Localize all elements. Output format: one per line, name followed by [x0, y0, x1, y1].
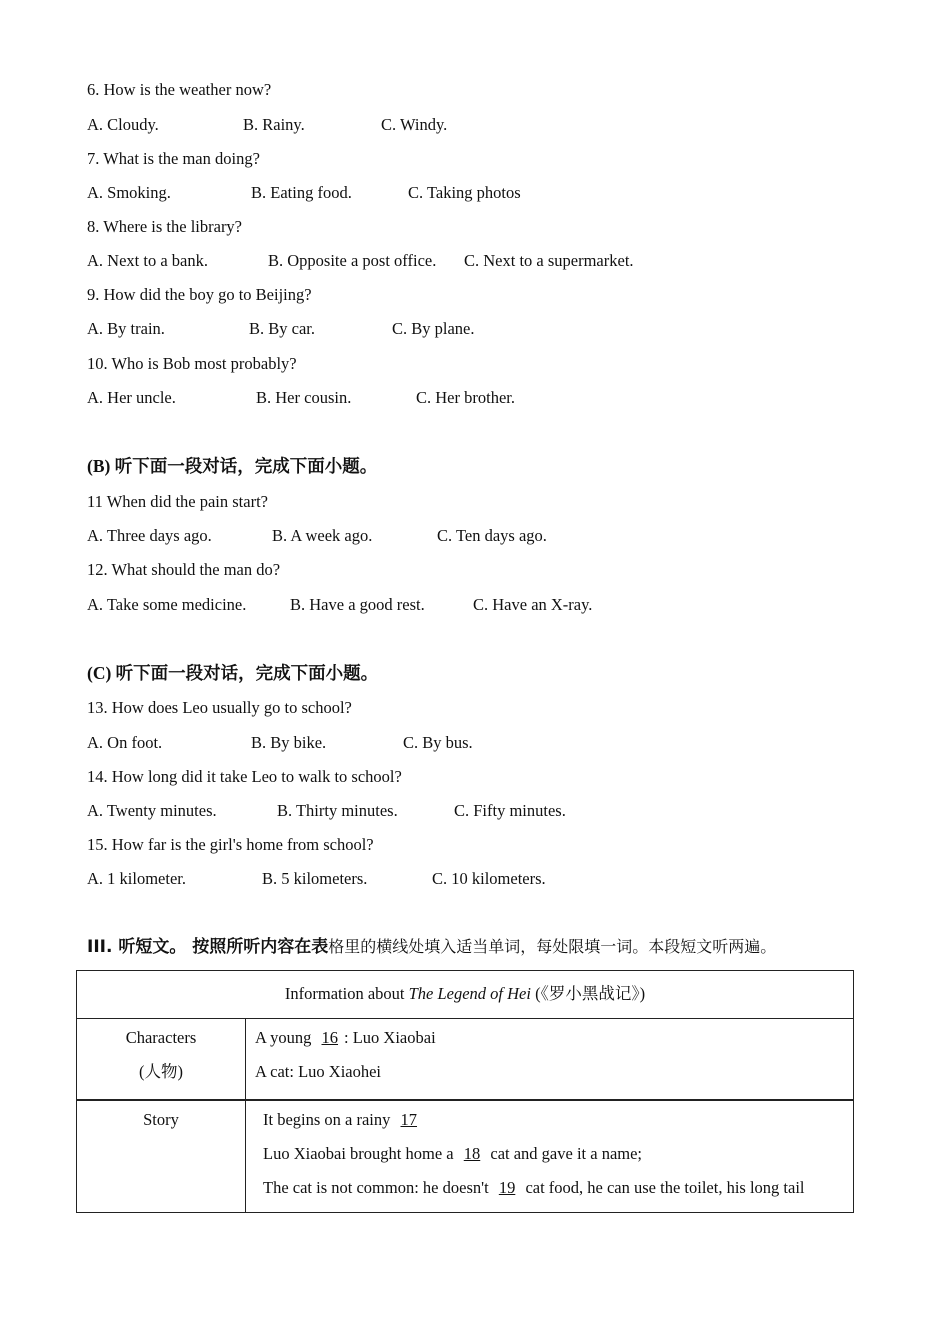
blank-17[interactable]: 17 — [400, 1109, 418, 1129]
question-9: 9. How did the boy go to Beijing? — [87, 285, 312, 304]
section-c-heading: (C) 听下面一段对话，完成下面小题。 — [87, 663, 379, 683]
story-line-3 — [263, 1178, 853, 1212]
question-12: 12. What should the man do? — [87, 560, 281, 579]
story-line-1 — [263, 1110, 853, 1144]
question-8: 8. Where is the library? — [87, 217, 243, 236]
table-title-italic: The Legend of Hei — [408, 984, 531, 1003]
story-label: Story — [143, 1109, 179, 1129]
question-14: 14. How long did it take Leo to walk to school? — [87, 767, 402, 786]
section-3-heading-rest: 格里的横线处填入适当单词，每处限填一词。本段短文听两遍。 — [328, 937, 777, 956]
char-line1-post: : Luo Xiaobai — [344, 1028, 436, 1047]
q10-option-c: C. Her brother. — [416, 388, 515, 407]
q13-option-c: C. By bus. — [403, 733, 473, 752]
q15-option-b: B. 5 kilometers. — [262, 869, 368, 888]
q15-option-a: A. 1 kilometer. — [87, 869, 186, 888]
q6-option-a: A. Cloudy. — [87, 115, 159, 134]
q11-option-c: C. Ten days ago. — [437, 526, 547, 545]
section-b-heading: (B) 听下面一段对话，完成下面小题。 — [87, 456, 378, 476]
q9-option-c: C. By plane. — [392, 319, 475, 338]
q13-option-b: B. By bike. — [251, 733, 327, 752]
story-line1-pre: It begins on a rainy — [263, 1109, 395, 1129]
q7-option-c: C. Taking photos — [408, 183, 521, 202]
story-line-2 — [263, 1144, 853, 1178]
question-7: 7. What is the man doing? — [87, 149, 260, 168]
table-title — [77, 971, 853, 1004]
q12-option-a: A. Take some medicine. — [87, 595, 247, 614]
q6-option-b: B. Rainy. — [243, 115, 305, 134]
q8-option-a: A. Next to a bank. — [87, 251, 208, 270]
story-content-cell — [246, 1100, 854, 1213]
q15-option-c: C. 10 kilometers. — [432, 869, 546, 888]
character-line-1 — [255, 1028, 853, 1062]
characters-label: Characters — [125, 1028, 197, 1047]
char-line1-pre: A young — [255, 1028, 316, 1047]
q8-option-c: C. Next to a supermarket. — [464, 251, 634, 270]
q11-option-a: A. Three days ago. — [87, 526, 212, 545]
story-line2-post: cat and gave it a name; — [486, 1143, 643, 1163]
story-label-cell — [77, 1100, 246, 1213]
blank-16[interactable]: 16 — [321, 1028, 339, 1047]
story-line3-pre: The cat is not common: he doesn't — [263, 1177, 493, 1197]
characters-label-cell — [77, 1019, 246, 1100]
q10-option-a: A. Her uncle. — [87, 388, 176, 407]
question-6: 6. How is the weather now? — [87, 80, 272, 99]
characters-label-cn: (人物) — [139, 1062, 183, 1081]
q14-option-b: B. Thirty minutes. — [277, 801, 398, 820]
q9-option-a: A. By train. — [87, 319, 165, 338]
story-line3-post: cat food, he can use the toilet, his long tail — [521, 1177, 805, 1197]
characters-content-cell — [246, 1019, 854, 1100]
q8-option-b: B. Opposite a post office. — [268, 251, 437, 270]
q7-option-b: B. Eating food. — [251, 183, 352, 202]
question-15: 15. How far is the girl's home from school? — [87, 835, 374, 854]
question-11: 11 When did the pain start? — [87, 492, 268, 511]
character-line-2: A cat: Luo Xiaohei — [255, 1062, 382, 1081]
q12-option-c: C. Have an X-ray. — [473, 595, 593, 614]
q12-option-b: B. Have a good rest. — [290, 595, 425, 614]
q6-option-c: C. Windy. — [381, 115, 448, 134]
table-title-prefix: Information about — [284, 984, 409, 1003]
section-3-heading-bold: III. 听短文。 按照所听内容在表 — [87, 937, 329, 957]
q14-option-c: C. Fifty minutes. — [454, 801, 566, 820]
q11-option-b: B. A week ago. — [272, 526, 373, 545]
table-title-cell — [77, 971, 854, 1019]
q14-option-a: A. Twenty minutes. — [87, 801, 217, 820]
q9-option-b: B. By car. — [249, 319, 315, 338]
question-10: 10. Who is Bob most probably? — [87, 354, 297, 373]
q10-option-b: B. Her cousin. — [256, 388, 352, 407]
blank-19[interactable]: 19 — [498, 1177, 516, 1197]
section-3-heading — [87, 935, 776, 959]
q7-option-a: A. Smoking. — [87, 183, 171, 202]
story-line2-pre: Luo Xiaobai brought home a — [263, 1143, 458, 1163]
question-13: 13. How does Leo usually go to school? — [87, 698, 352, 717]
info-table — [76, 970, 854, 1213]
table-title-suffix: (《罗小黑战记》) — [530, 984, 646, 1003]
blank-18[interactable]: 18 — [463, 1143, 481, 1163]
q13-option-a: A. On foot. — [87, 733, 163, 752]
